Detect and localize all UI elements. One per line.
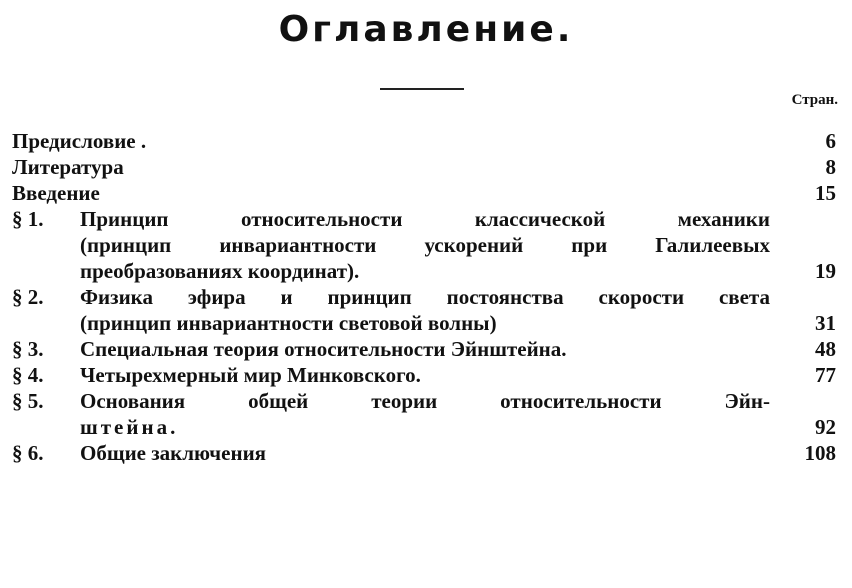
toc-page-number: 15 xyxy=(815,181,836,205)
toc-entry-text: Литература xyxy=(12,155,124,179)
toc-entry-text: (принцип инвариантности ускорений при Галилеевых xyxy=(80,233,770,257)
toc-entry-text: Предисловие . xyxy=(12,129,147,153)
toc-entry-text: Четырехмерный мир Минковского. xyxy=(80,363,421,387)
toc-entry-text: Специальная теория относительности Эйнштейна. xyxy=(80,337,567,361)
section-number: § 3. xyxy=(12,337,44,361)
table-of-contents xyxy=(0,128,852,466)
section-number: § 2. xyxy=(12,285,44,309)
section-number: § 4. xyxy=(12,363,44,387)
section-number: § 5. xyxy=(12,389,44,413)
toc-entry-text: преобразованиях координат). xyxy=(80,259,360,283)
toc-page-number: 31 xyxy=(815,311,836,335)
toc-entry-introduction xyxy=(0,180,852,206)
toc-page-number: 48 xyxy=(815,337,836,361)
toc-entry-literature xyxy=(0,154,852,180)
toc-page-number: 6 xyxy=(825,129,836,153)
toc-page-number: 8 xyxy=(825,155,836,179)
toc-entry-text: Физика эфира и принцип постоянства скорости света xyxy=(80,285,770,309)
toc-entry-section-1 xyxy=(0,206,852,284)
toc-entry-text: Введение xyxy=(12,181,100,205)
toc-entry-text: Общие заключения xyxy=(80,441,267,465)
toc-entry-text: (принцип инвариантности световой волны) xyxy=(80,311,497,335)
toc-page-number: 77 xyxy=(815,363,836,387)
toc-page-number: 108 xyxy=(804,441,836,465)
toc-entry-text: Принцип относительности классической механики xyxy=(80,207,770,231)
toc-page-number: 19 xyxy=(815,259,836,283)
toc-entry-preface xyxy=(0,128,852,154)
pages-column-label: Стран. xyxy=(791,92,838,108)
toc-entry-section-5 xyxy=(0,388,852,440)
toc-entry-section-3 xyxy=(0,336,852,362)
toc-entry-section-2 xyxy=(0,284,852,336)
section-number: § 6. xyxy=(12,441,44,465)
page-title: Оглавление. xyxy=(278,9,574,50)
toc-entry-text: Основания общей теории относительности Эйн- xyxy=(80,389,770,413)
toc-page-number: 92 xyxy=(815,415,836,439)
toc-entry-section-6 xyxy=(0,440,852,466)
toc-entry-text: штейна. xyxy=(80,415,179,439)
toc-entry-section-4 xyxy=(0,362,852,388)
title-divider xyxy=(380,88,464,90)
section-number: § 1. xyxy=(12,207,44,231)
